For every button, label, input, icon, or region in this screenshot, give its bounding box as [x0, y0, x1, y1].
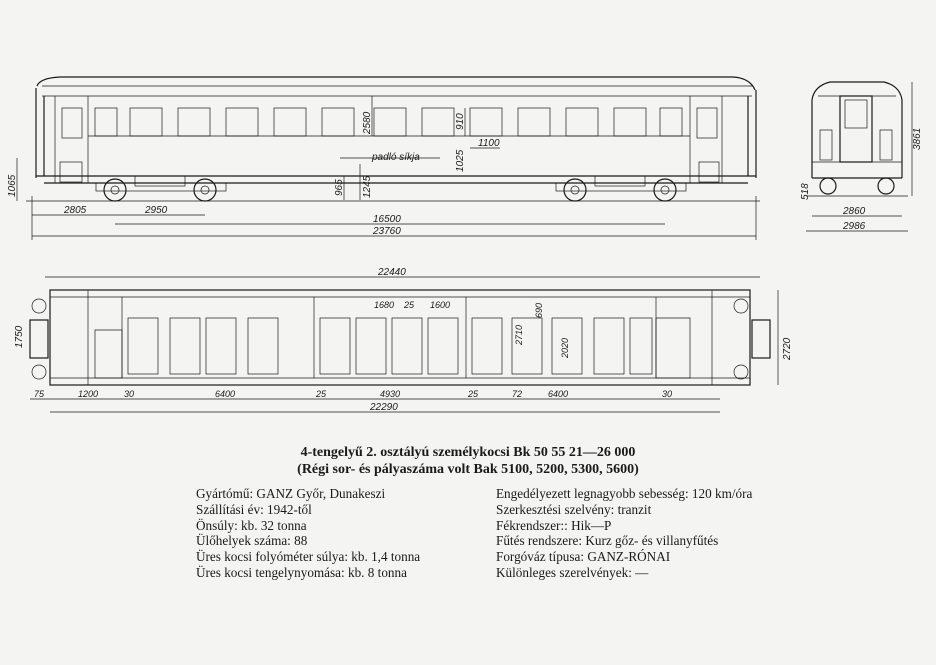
dim-2020: 2020 [560, 337, 570, 358]
dim-4930: 4930 [380, 389, 401, 399]
dim-1100: 1100 [478, 138, 500, 149]
dim-1600: 1600 [430, 300, 451, 310]
spec-heating: Fűtés rendszere: Kurz gőz- és villanyfűtés [496, 533, 719, 549]
dim-30-left: 30 [124, 389, 135, 399]
spec-axle-load: Üres kocsi tengelynyomása: kb. 8 tonna [196, 564, 407, 580]
spec-bogie-type: Forgóváz típusa: GANZ-RÓNAI [496, 549, 671, 565]
dim-3861: 3861 [912, 127, 923, 150]
dim-1245: 1245 [362, 175, 373, 198]
dim-72: 72 [512, 389, 523, 399]
spec-weight-per-meter: Üres kocsi folyóméter súlya: kb. 1,4 tonna [196, 549, 421, 565]
dim-690: 690 [534, 302, 544, 318]
dim-2720: 2720 [782, 337, 793, 360]
dim-2860: 2860 [843, 206, 866, 217]
dim-1750: 1750 [14, 325, 25, 348]
specs-right [496, 486, 752, 581]
spec-manufacturer: Gyártómű: GANZ Győr, Dunakeszi [196, 486, 386, 501]
side-bogie-left [96, 176, 226, 201]
dim-2986: 2986 [843, 221, 866, 232]
side-bogie-right [556, 176, 686, 201]
end-view [800, 82, 923, 232]
dim-23760: 23760 [373, 226, 401, 237]
dim-16500: 16500 [373, 214, 401, 225]
dim-1200: 1200 [78, 389, 99, 399]
dim-1025: 1025 [455, 149, 466, 172]
spec-gauge-profile: Szerkesztési szelvény: tranzit [496, 501, 652, 517]
dim-25-top: 25 [404, 300, 415, 310]
dim-6400-right: 6400 [548, 389, 569, 399]
dim-25-left: 25 [316, 389, 327, 399]
dim-22440: 22440 [378, 267, 406, 278]
spec-seats: Ülőhelyek száma: 88 [196, 533, 308, 549]
plan-seats [128, 318, 652, 374]
dim-25-right: 25 [468, 389, 479, 399]
dim-2580: 2580 [362, 111, 373, 134]
title-line-1: 4-tengelyű 2. osztályú személykocsi Bk 50 55 21—26 000 [300, 445, 636, 460]
side-windows [95, 108, 682, 136]
dim-1680: 1680 [374, 300, 395, 310]
dim-30-right: 30 [662, 389, 673, 399]
title-line-2: (Régi sor- és pályaszáma volt Bak 5100, 5200, 5300, 5600) [297, 462, 639, 477]
specs-left [196, 486, 420, 581]
dim-910: 910 [455, 113, 466, 130]
dim-1065: 1065 [7, 174, 18, 197]
floor-plane-label: padló síkja [372, 152, 420, 163]
dim-6400-left: 6400 [215, 389, 236, 399]
spec-delivery-year: Szállítási év: 1942-től [196, 501, 312, 517]
dim-518: 518 [800, 183, 811, 200]
spec-special-equipment: Különleges szerelvények: — [496, 564, 649, 580]
spec-brake-system: Fékrendszer:: Hik—P [496, 517, 612, 533]
spec-tare-weight: Önsúly: kb. 32 tonna [196, 517, 307, 533]
side-view [7, 77, 760, 240]
dim-2710: 2710 [514, 324, 524, 345]
dim-2805: 2805 [64, 205, 87, 216]
dim-2950: 2950 [145, 205, 168, 216]
plan-view [14, 267, 793, 413]
dim-22290: 22290 [370, 402, 398, 413]
dim-965: 965 [334, 179, 345, 196]
dim-75: 75 [34, 389, 45, 399]
spec-max-speed: Engedélyezett legnagyobb sebesség: 120 km/óra [496, 486, 753, 501]
